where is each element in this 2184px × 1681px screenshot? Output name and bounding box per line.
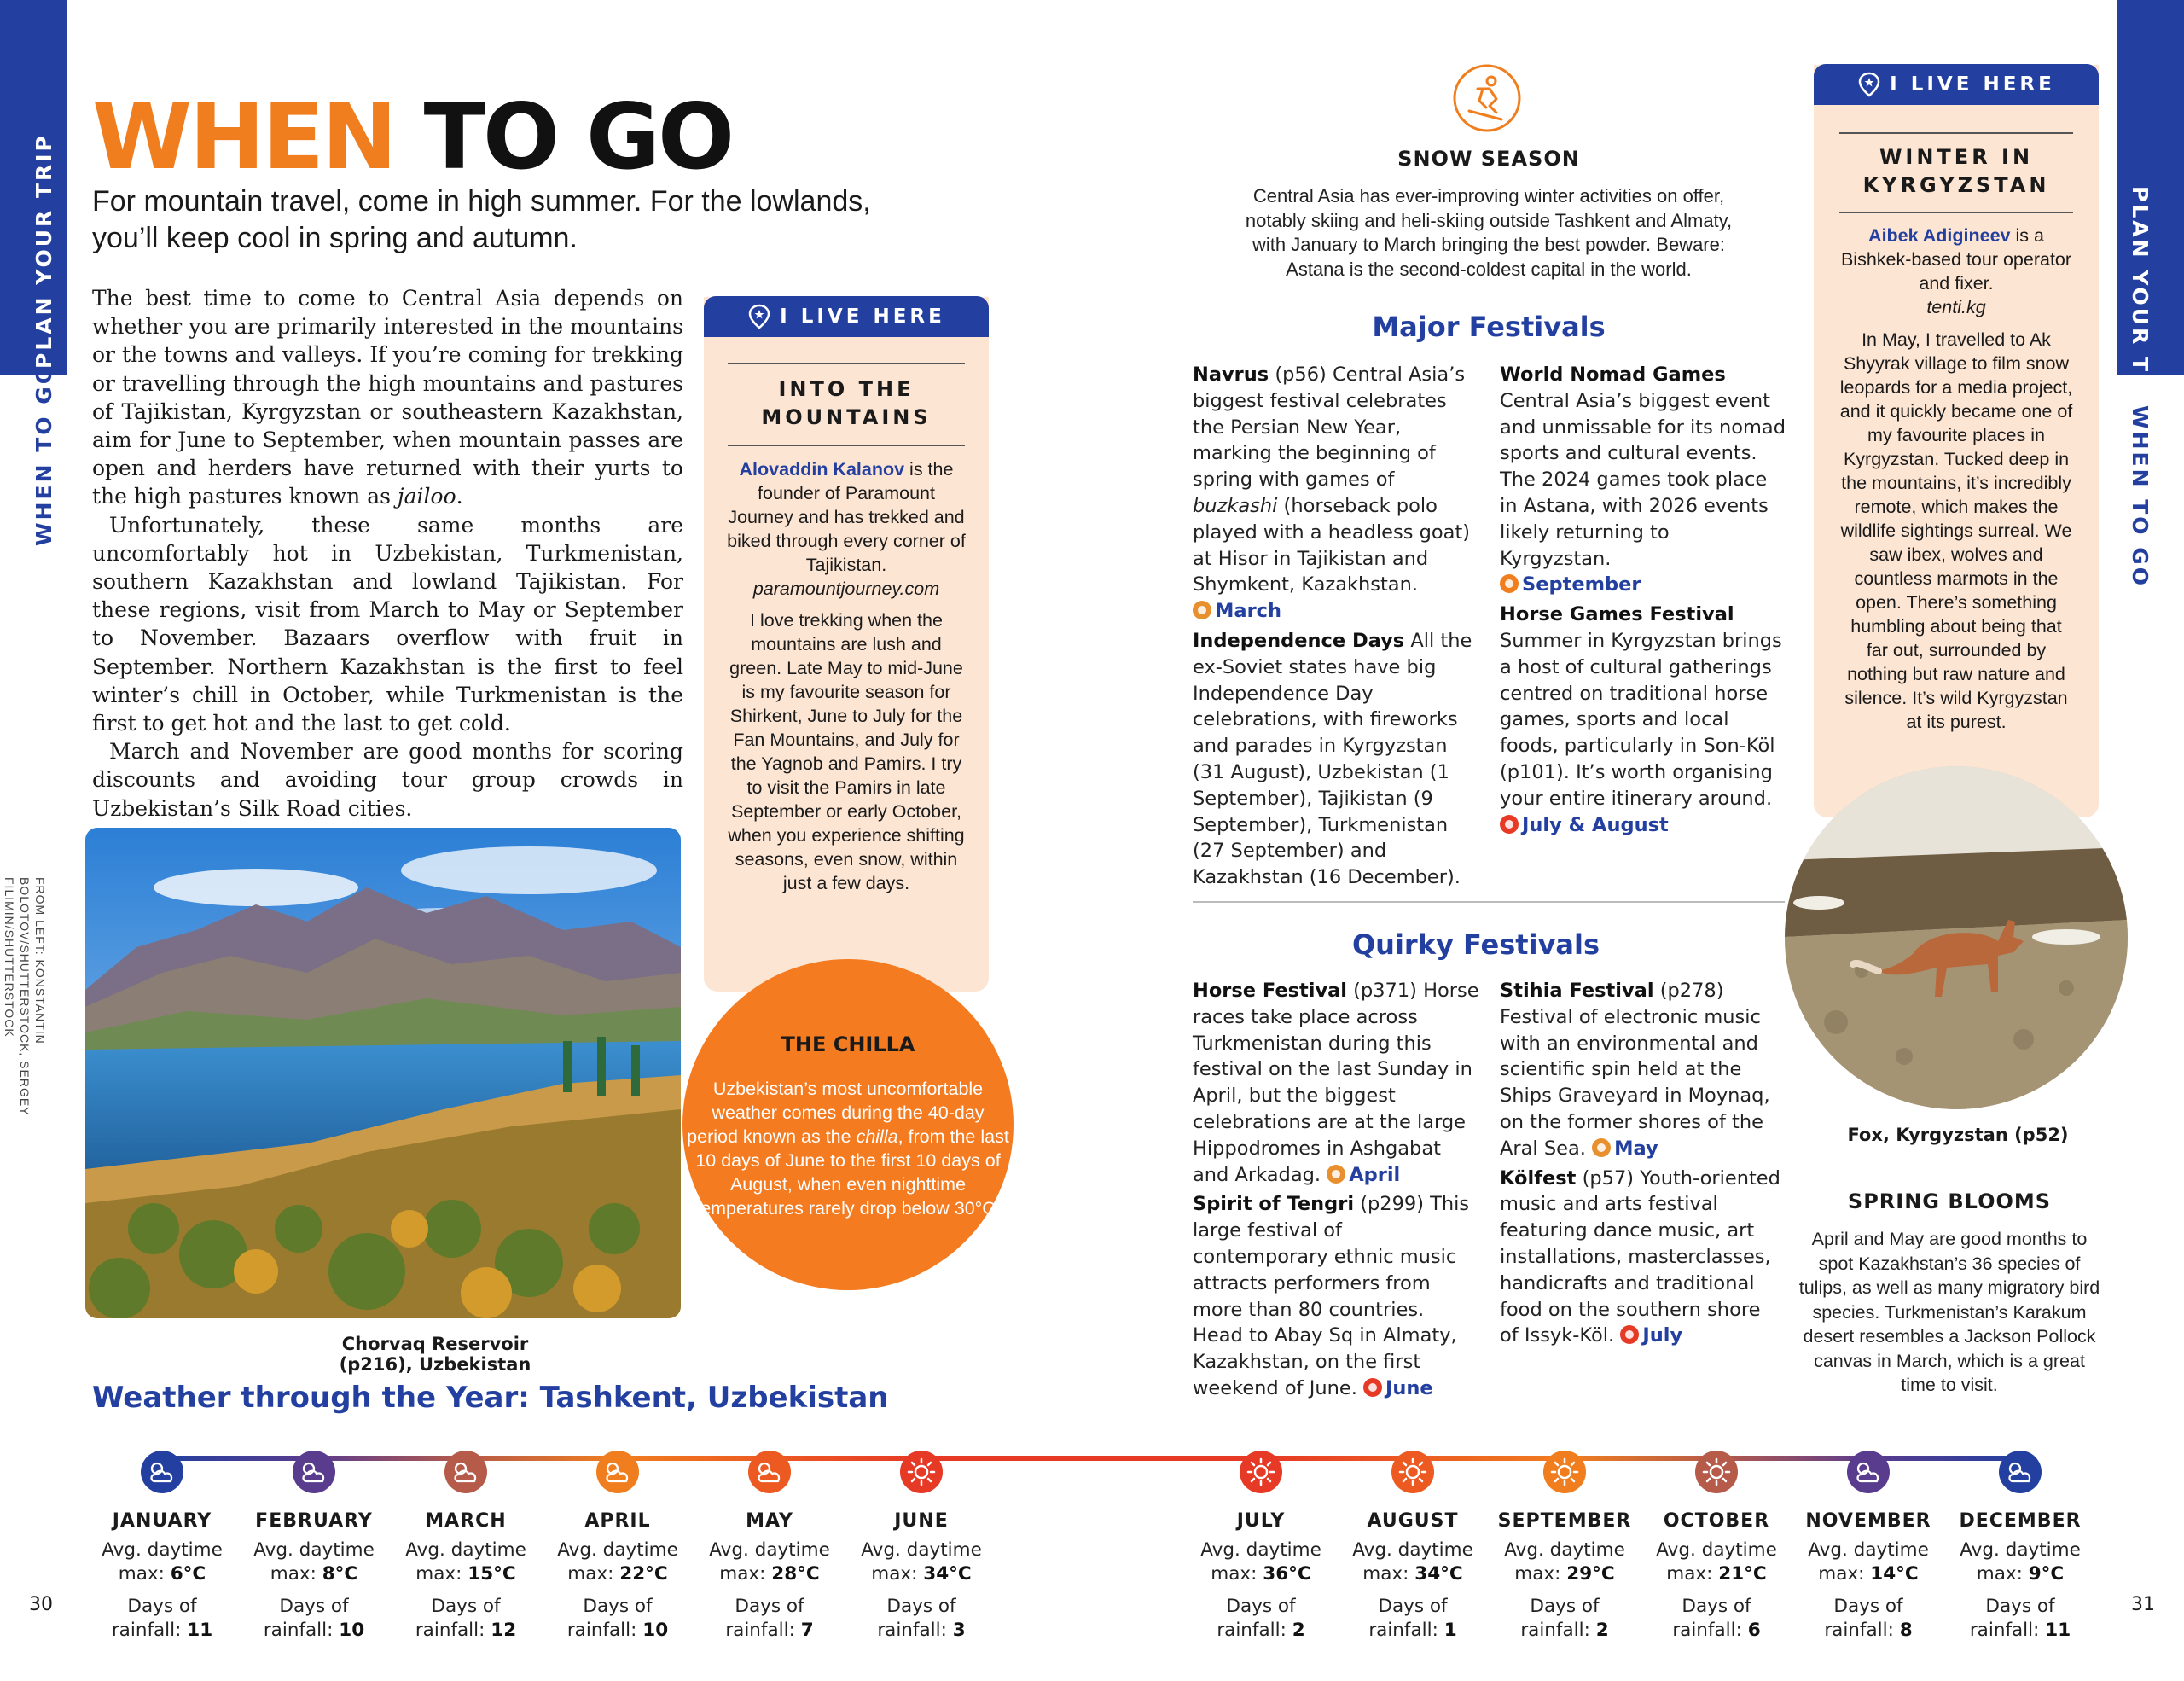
live-here-quote-left: I love trekking when the mountains are lush and green. Late May to mid-June is my favourite season for Shirkent, June to July for the Fan Mountains, and July for the Yagnob and Pamirs. I try to visit the Pamirs in late September or early October, when you experience shifting seasons, even snow, within just a few days. — [728, 610, 965, 893]
sun-icon — [900, 1451, 943, 1493]
month-march — [389, 1451, 543, 1643]
summer-icon — [1500, 815, 1519, 834]
cloud-sun-icon — [293, 1451, 335, 1493]
skier-icon — [1452, 63, 1522, 133]
rainfall-days: Days of rainfall: 12 — [415, 1596, 517, 1641]
live-here-title-left: INTO THE MOUNTAINS — [761, 377, 932, 429]
live-here-box-left — [704, 297, 989, 992]
month-october — [1640, 1451, 1793, 1643]
section-divider — [1193, 901, 1785, 903]
live-here-label-right: I LIVE HERE — [1890, 73, 2055, 96]
festival-independence-days: Independence Days All the ex-Soviet states have big Independence Day celebrations, with fireworks and parades in Kyrgyzstan (31 August), Uzbekistan (1 September), Tajikistan (9 September), Turkmenistan (27 September) and Kazakhstan (16 December). — [1193, 629, 1472, 889]
fox-photo — [1785, 766, 2128, 1109]
festival-spirit-of-tengri: Spirit of Tengri (p299) This large festival of contemporary ethnic music attracts performers from more than 80 countries. Head to Abay Sq in Almaty, Kazakhstan, on the first weekend of June. June — [1193, 1193, 1470, 1399]
live-here-box-right — [1814, 65, 2099, 817]
rainfall-days: Days of rainfall: 6 — [1672, 1596, 1761, 1641]
cloud-sun-icon — [141, 1451, 183, 1493]
month-name: OCTOBER — [1663, 1510, 1770, 1532]
live-here-intro-right: Aibek Adigineev is a Bishkek-based tour operator and fixer. tenti.kg — [1840, 225, 2072, 317]
spring-icon — [1592, 1138, 1611, 1157]
body-text — [92, 284, 683, 823]
pin-icon — [747, 304, 771, 329]
month-name: MARCH — [425, 1510, 507, 1532]
month-august — [1336, 1451, 1490, 1643]
body-paragraph-2: Unfortunately, these same months are uncomfortably hot in Uzbekistan, Turkmenistan, southern Kazakhstan and lowland Tajikistan. For these regions, visit from March to May or September to November. Bazaars overflow with fruit in September. Northern Kazakhstan is the first to feel winter’s chill in October, while Turkmenistan is the first to get hot and the last to get cold. — [92, 512, 683, 736]
quirky-festivals-col-1 — [1193, 978, 1479, 1402]
cloud-sun-icon — [444, 1451, 487, 1493]
month-name: APRIL — [584, 1510, 651, 1532]
side-tab-primary-right: PLAN YOUR TRIP — [2128, 186, 2152, 422]
live-here-label-left: I LIVE HERE — [780, 305, 945, 328]
cloud-sun-icon — [1847, 1451, 1890, 1493]
month-january — [85, 1451, 239, 1643]
festival-horse-festival: Horse Festival (p371) Horse races take place across Turkmenistan during this festival on the last Sunday in April, but the biggest celebrations are at the large Hippodromes in Ashgabat and Arkadag. April — [1193, 980, 1479, 1186]
rainfall-days: Days of rainfall: 2 — [1217, 1596, 1305, 1641]
page-number-right: 31 — [2131, 1594, 2155, 1615]
snow-season-title: SNOW SEASON — [1397, 147, 1580, 171]
sun-icon — [1391, 1451, 1434, 1493]
snow-season-text: Central Asia has ever-improving winter activities on offer, notably skiing and heli-skiing outside Tashkent and Almaty, with January to March bringing the best powder. Beware: Astana is the second-coldest capital in the world. — [1245, 185, 1733, 280]
month-november — [1792, 1451, 1945, 1643]
live-here-header-right — [1814, 64, 2099, 105]
month-july — [1184, 1451, 1338, 1643]
festival-world-nomad-games: World Nomad Games Central Asia’s biggest event and unmissable for its nomad sports and cultural events. The 2024 games took place in Astana, with 2026 events likely returning to Kyrgyzstan. September — [1500, 364, 1786, 596]
major-festivals-col-1 — [1193, 362, 1478, 891]
sun-icon — [1240, 1451, 1282, 1493]
avg-temperature: Avg. daytime max: 34°C — [861, 1539, 982, 1585]
festival-navrus: Navrus (p56) Central Asia’s biggest festival celebrates the Persian New Year, marking the beginning of spring with games of buzkashi (horseback polo played with a headless goat) at Hisor in Tajikistan and Shymkent, Kazakhstan. March — [1193, 364, 1471, 623]
photo-credit: FROM LEFT: KONSTANTIN BOLOTOV/SHUTTERSTOCK, SERGEY FILIMIN/SHUTTERSTOCK — [3, 877, 47, 1116]
avg-temperature: Avg. daytime max: 36°C — [1200, 1539, 1321, 1585]
spring-icon — [1327, 1165, 1345, 1184]
month-september — [1488, 1451, 1641, 1643]
rainfall-days: Days of rainfall: 10 — [566, 1596, 669, 1641]
festival-stihia: Stihia Festival (p278) Festival of electronic music with an environmental and scientific spin held at the Ships Graveyard in Moynaq, on the former shores of the Aral Sea. May — [1500, 980, 1770, 1160]
festival-kolfest: Kölfest (p57) Youth-oriented music and arts festival featuring dance music, art installations, masterclasses, handicrafts and traditional food on the southern shore of Issyk-Köl. July — [1500, 1166, 1780, 1347]
fox-caption: Fox, Kyrgyzstan (p52) — [1847, 1125, 2069, 1145]
avg-temperature: Avg. daytime max: 29°C — [1504, 1539, 1625, 1585]
lede-text: For mountain travel, come in high summer. For the lowlands, you’ll keep cool in spring and autumn. — [92, 185, 871, 254]
avg-temperature: Avg. daytime max: 6°C — [102, 1539, 223, 1585]
live-here-quote-right: In May, I travelled to Ak Shyyrak village to film snow leopards for a media project, and it quickly became one of my favourite places in Kyrgyzstan. Tucked deep in the mountains, it’s incredibly remote, which makes the wildlife sightings surreal. We saw ibex, wolves and countless marmots in the open. There’s something humbling about being that far out, surrounded by nothing but raw nature and silence. It’s wild Kyrgyzstan at its purest. — [1839, 329, 2073, 732]
avg-temperature: Avg. daytime max: 34°C — [1352, 1539, 1473, 1585]
summer-icon — [1363, 1378, 1382, 1397]
spring-blooms-text: April and May are good months to spot Kazakhstan’s 36 species of tulips, as well as many migratory bird species. Turkmenistan’s Karakum desert resembles a Jackson Pollock canvas in March, which is a great time to visit. — [1798, 1229, 2100, 1395]
avg-temperature: Avg. daytime max: 14°C — [1808, 1539, 1929, 1585]
month-february — [237, 1451, 391, 1643]
rainfall-days: Days of rainfall: 11 — [111, 1596, 213, 1641]
month-name: JULY — [1236, 1510, 1286, 1532]
month-tag: April — [1327, 1164, 1400, 1186]
page-number-left: 30 — [29, 1594, 53, 1615]
rainfall-days: Days of rainfall: 7 — [725, 1596, 814, 1641]
festival-horse-games: Horse Games Festival Summer in Kyrgyzstan brings a host of cultural gatherings centred on traditional horse games, sports and local foods, particularly in Son-Köl (p101). It’s worth organising your entire itinerary around. July & August — [1500, 603, 1782, 836]
spring-blooms-title: SPRING BLOOMS — [1847, 1189, 2052, 1213]
avg-temperature: Avg. daytime max: 15°C — [405, 1539, 526, 1585]
month-name: JANUARY — [112, 1510, 212, 1532]
live-here-intro-left: Alovaddin Kalanov is the founder of Paramount Journey and has trekked and biked through every corner of Tajikistan. paramountjourney.com — [727, 459, 966, 599]
month-name: AUGUST — [1367, 1510, 1459, 1532]
month-april — [541, 1451, 694, 1643]
avg-temperature: Avg. daytime max: 28°C — [709, 1539, 830, 1585]
avg-temperature: Avg. daytime max: 8°C — [253, 1539, 375, 1585]
month-name: NOVEMBER — [1805, 1510, 1931, 1532]
divider — [728, 445, 965, 446]
month-june — [845, 1451, 998, 1643]
month-name: MAY — [746, 1510, 793, 1532]
rainfall-days: Days of rainfall: 2 — [1520, 1596, 1609, 1641]
page-title: WHEN TO GO — [92, 84, 733, 189]
month-name: FEBRUARY — [255, 1510, 373, 1532]
rainfall-days: Days of rainfall: 3 — [877, 1596, 966, 1641]
side-tab-primary-left: PLAN YOUR TRIP — [32, 133, 56, 369]
avg-temperature: Avg. daytime max: 21°C — [1656, 1539, 1777, 1585]
month-tag: September — [1500, 573, 1641, 596]
rainfall-days: Days of rainfall: 10 — [263, 1596, 365, 1641]
avg-temperature: Avg. daytime max: 22°C — [557, 1539, 678, 1585]
reservoir-photo — [85, 828, 681, 1318]
month-name: JUNE — [894, 1510, 949, 1532]
cloud-sun-icon — [596, 1451, 639, 1493]
major-festivals-heading: Major Festivals — [1372, 311, 1606, 343]
chilla-title: THE CHILLA — [781, 1032, 915, 1056]
month-name: DECEMBER — [1959, 1510, 2082, 1532]
rainfall-days: Days of rainfall: 11 — [1969, 1596, 2071, 1641]
side-tab-secondary-right: WHEN TO GO — [2128, 405, 2152, 588]
divider — [1839, 212, 2073, 213]
cloud-sun-icon — [1999, 1451, 2042, 1493]
divider — [1839, 132, 2073, 134]
quirky-festivals-heading: Quirky Festivals — [1351, 928, 1600, 961]
rainfall-days: Days of rainfall: 1 — [1368, 1596, 1457, 1641]
chilla-text: Uzbekistan’s most uncomfortable weather comes during the 40-day period known as the chilla, from the last 10 days of June to the first 10 days of August, when even nighttime temperatures rarely drop below 30°C. — [687, 1079, 1009, 1219]
autumn-icon — [1500, 574, 1519, 593]
month-tag: May — [1592, 1137, 1658, 1160]
quirky-festivals-col-2 — [1500, 978, 1785, 1349]
body-paragraph-3: March and November are good months for scoring discounts and avoiding tour group crowds in Uzbekistan’s Silk Road cities. — [92, 739, 683, 821]
month-tag: March — [1193, 600, 1281, 622]
cloud-sun-icon — [748, 1451, 791, 1493]
divider — [728, 363, 965, 364]
photo-caption: Chorvaq Reservoir (p216), Uzbekistan — [339, 1334, 531, 1375]
sun-icon — [1543, 1451, 1586, 1493]
rainfall-days: Days of rainfall: 8 — [1824, 1596, 1913, 1641]
month-tag: July — [1620, 1324, 1682, 1347]
summer-icon — [1620, 1325, 1639, 1344]
month-name: SEPTEMBER — [1497, 1510, 1632, 1532]
month-tag: June — [1363, 1377, 1433, 1399]
month-may — [693, 1451, 846, 1643]
major-festivals-col-2 — [1500, 362, 1786, 838]
month-december — [1943, 1451, 2097, 1643]
spring-icon — [1193, 601, 1211, 619]
month-tag: July & August — [1500, 814, 1669, 836]
weather-title: Weather through the Year: Tashkent, Uzbekistan — [92, 1381, 889, 1415]
live-here-header-left — [704, 296, 989, 337]
live-here-title-right: WINTER IN KYRGYZSTAN — [1862, 145, 2050, 197]
avg-temperature: Avg. daytime max: 9°C — [1960, 1539, 2081, 1585]
pin-icon — [1857, 72, 1881, 97]
side-tab-secondary-left: WHEN TO GO — [32, 364, 56, 546]
sun-icon — [1695, 1451, 1738, 1493]
body-paragraph-1: The best time to come to Central Asia depends on whether you are primarily interested in the mountains or the towns and valleys. If you’re coming for trekking or travelling through the high mountains and pastures of Tajikistan, Kyrgyzstan or southeastern Kazakhstan, aim for June to September, when mountain passes are open and herders have returned with their yurts to the high pastures known as jailoo. — [92, 286, 683, 509]
